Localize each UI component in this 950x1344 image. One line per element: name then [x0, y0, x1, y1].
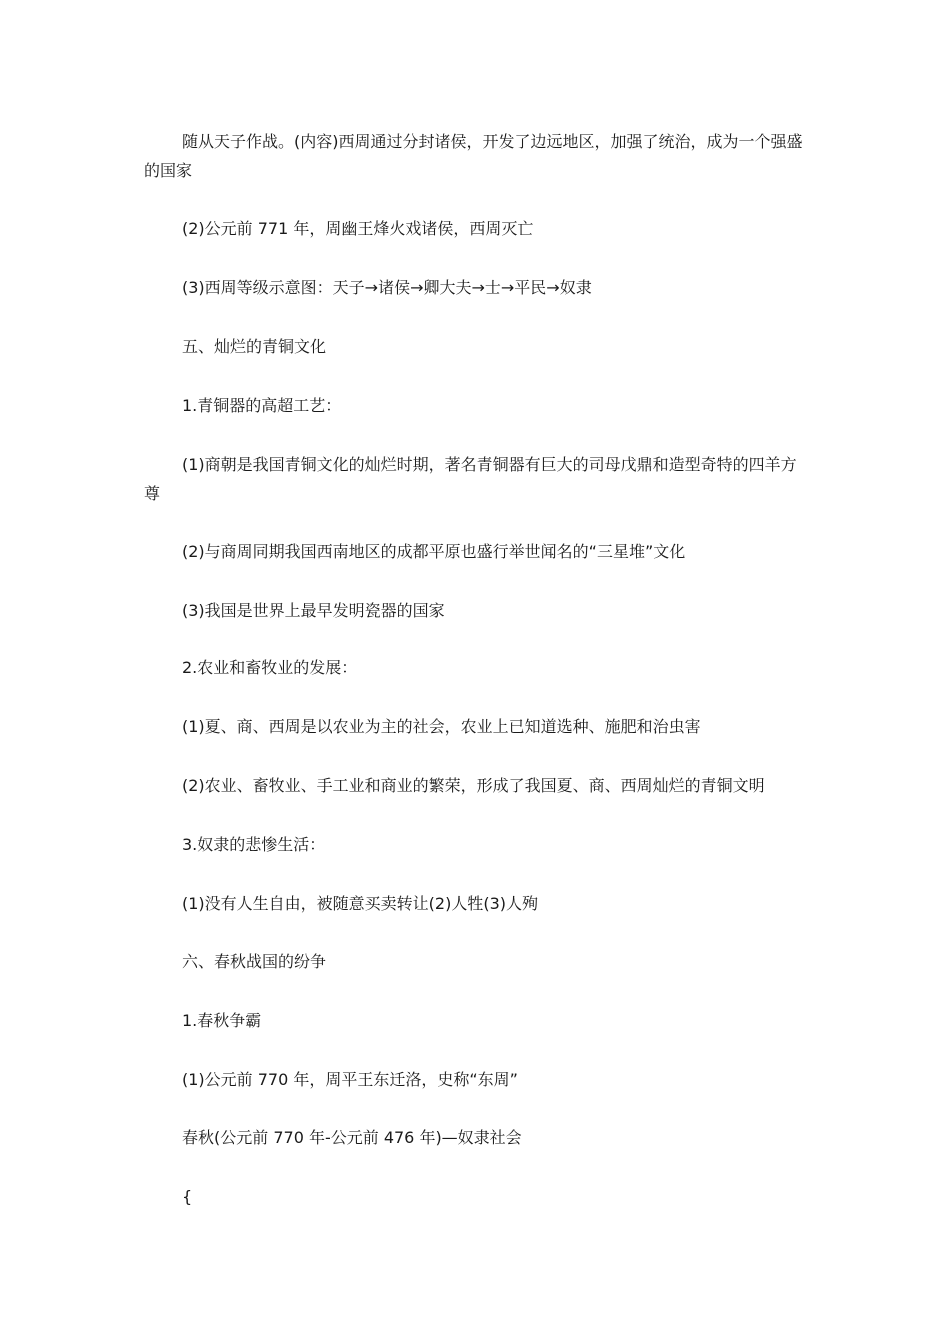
subheading-slave-life: 3.奴隶的悲惨生活：: [182, 835, 326, 854]
paragraph-western-zhou-summary: 随从天子作战。(内容)西周通过分封诸侯，开发了边远地区，加强了统治，成为一个强盛的国家: [144, 132, 803, 180]
paragraph-hierarchy-diagram: (3)西周等级示意图：天子→诸侯→卿大夫→士→平民→奴隶: [182, 278, 592, 297]
paragraph-shang-bronze: (1)商朝是我国青铜文化的灿烂时期，著名青铜器有巨大的司母戊鼎和造型奇特的四羊方尊: [144, 455, 797, 503]
section-heading-bronze-culture: 五、灿烂的青铜文化: [182, 337, 327, 356]
paragraph-slave-conditions: (1)没有人生自由，被随意买卖转让(2)人牲(3)人殉: [182, 894, 538, 913]
subheading-hegemony: 1.春秋争霸: [182, 1011, 262, 1030]
paragraph-spring-autumn-period: 春秋(公元前 770 年-公元前 476 年)—奴隶社会: [182, 1128, 522, 1147]
paragraph-sanxingdui: (2)与商周同期我国西南地区的成都平原也盛行举世闻名的“三星堆”文化: [182, 542, 686, 561]
paragraph-porcelain: (3)我国是世界上最早发明瓷器的国家: [182, 601, 445, 620]
subheading-bronze-craft: 1.青铜器的高超工艺：: [182, 396, 342, 415]
paragraph-brace: {: [182, 1187, 193, 1206]
section-heading-spring-autumn: 六、春秋战国的纷争: [182, 952, 327, 971]
subheading-agriculture: 2.农业和畜牧业的发展：: [182, 658, 358, 677]
paragraph-western-zhou-fall: (2)公元前 771 年，周幽王烽火戏诸侯，西周灭亡: [182, 219, 534, 238]
paragraph-agriculture-society: (1)夏、商、西周是以农业为主的社会，农业上已知道选种、施肥和治虫害: [182, 717, 701, 736]
paragraph-eastern-zhou: (1)公元前 770 年，周平王东迁洛，史称“东周”: [182, 1070, 518, 1089]
paragraph-bronze-civilization: (2)农业、畜牧业、手工业和商业的繁荣，形成了我国夏、商、西周灿烂的青铜文明: [182, 776, 765, 795]
